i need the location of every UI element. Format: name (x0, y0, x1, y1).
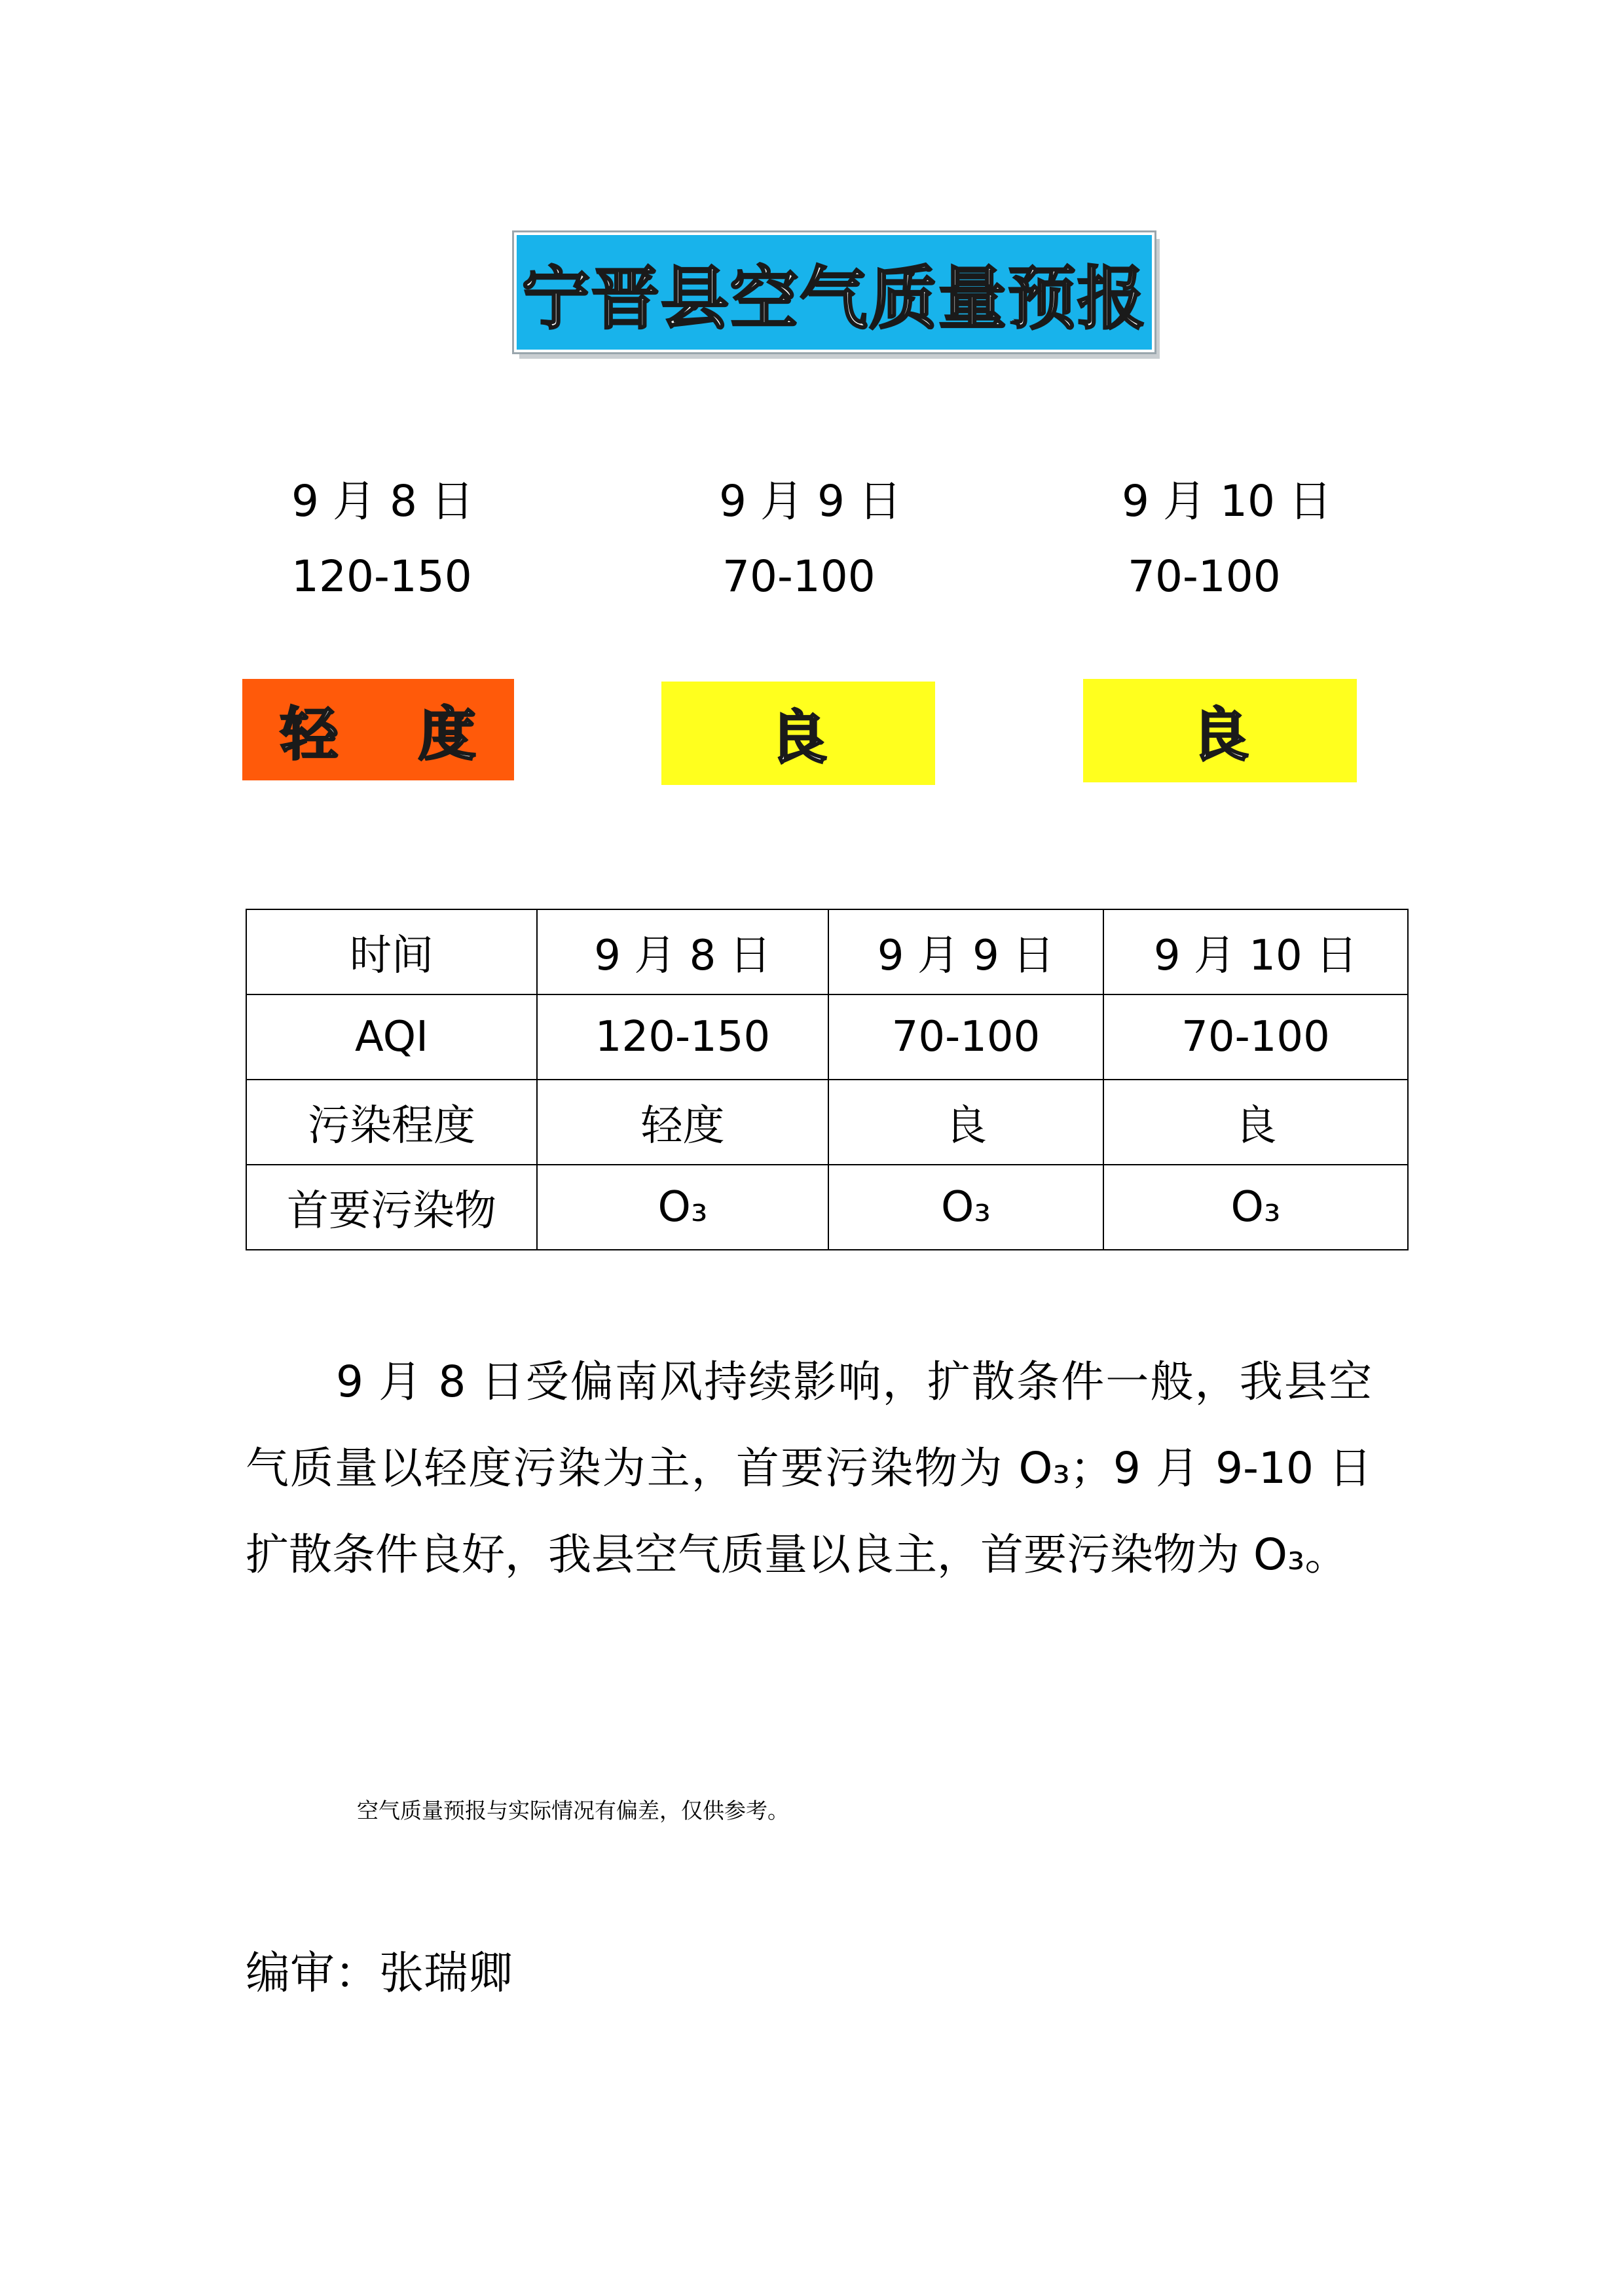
table-cell: 70-100 (828, 994, 1103, 1080)
table-row (246, 1080, 1408, 1165)
table-row (246, 1165, 1408, 1250)
table-cell: 9 月 9 日 (828, 909, 1103, 994)
table-cell: 时间 (246, 909, 537, 994)
day1-level-box (242, 679, 514, 780)
table-cell: 9 月 8 日 (537, 909, 828, 994)
aqi-table (246, 909, 1409, 1250)
table-cell: 70-100 (1103, 994, 1408, 1080)
disclaimer-note: 空气质量预报与实际情况有偏差，仅供参考。 (357, 1798, 789, 1823)
day1-aqi: 120-150 (291, 551, 472, 602)
day3-level: 良 (1190, 701, 1249, 769)
day2-aqi: 70-100 (722, 551, 876, 602)
table-cell: AQI (246, 994, 537, 1080)
day1-date: 9 月 8 日 (291, 476, 474, 526)
page-title: 宁晋县空气质量预报 (521, 258, 1147, 338)
table-row (246, 994, 1408, 1080)
table-cell: 良 (1103, 1080, 1408, 1165)
table-cell: 首要污染物 (246, 1165, 537, 1250)
day2-level: 良 (769, 704, 827, 771)
day3-level-box (1083, 679, 1357, 782)
day3-aqi: 70-100 (1128, 551, 1281, 602)
table-cell: O₃ (537, 1165, 828, 1250)
table-row (246, 909, 1408, 994)
day1-level: 轻 度 (280, 700, 476, 768)
table-cell: 120-150 (537, 994, 828, 1080)
summary-paragraph: 9 月 8 日受偏南风持续影响，扩散条件一般，我县空气质量以轻度污染为主，首要污染物为 O₃；9 月 9-10 日扩散条件良好，我县空气质量以良主，首要污染物为 O₃。 (246, 1357, 1372, 1580)
day2-date: 9 月 9 日 (719, 476, 902, 526)
table-cell: 污染程度 (246, 1080, 537, 1165)
day2-level-box (661, 682, 935, 785)
table-cell: 轻度 (537, 1080, 828, 1165)
table-cell: O₃ (828, 1165, 1103, 1250)
table-cell: 9 月 10 日 (1103, 909, 1408, 994)
table-cell: O₃ (1103, 1165, 1408, 1250)
table-cell: 良 (828, 1080, 1103, 1165)
day3-date: 9 月 10 日 (1122, 476, 1332, 526)
editor-line: 编审：张瑞卿 (246, 1948, 513, 1999)
title-banner (514, 232, 1154, 352)
